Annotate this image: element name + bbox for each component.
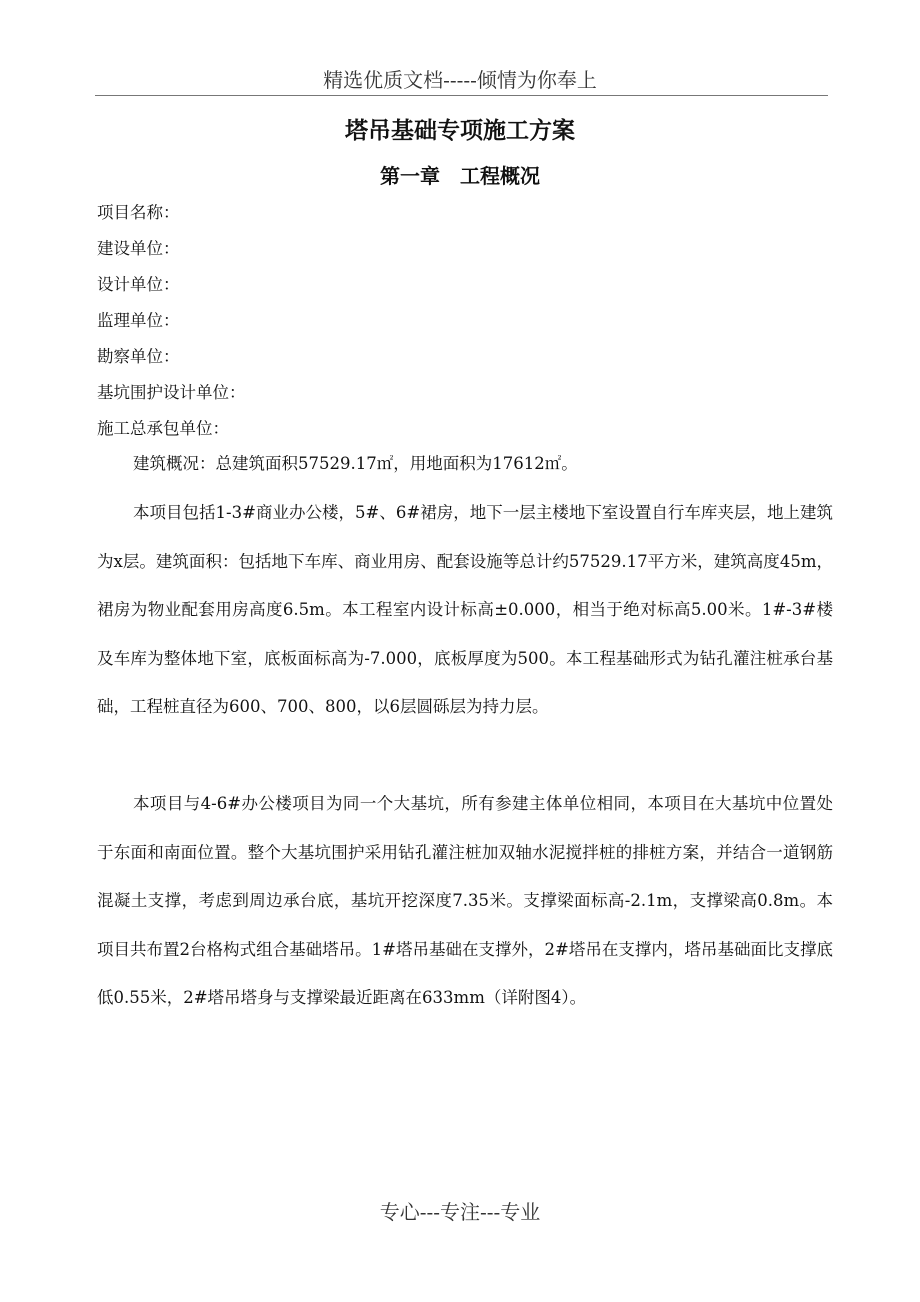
paragraph-project-description: 本项目包括1-3#商业办公楼，5#、6#裙房，地下一层主楼地下室设置自行车库夹层，地上建筑为x层。建筑面积：包括地下车库、商业用房、配套设施等总计约57529.17平方米，建筑高度45m，裙房为物业配套用房高度6.5m。本工程室内设计标高±0.000，相当于绝对标高5.00米。1#-3#楼及车库为整体地下室，底板面标高为-7.000，底板厚度为500。本工程基础形式为钻孔灌注桩承台基础，工程桩直径为600、700、800，以6层圆砾层为持力层。 [97, 503, 833, 716]
paragraph-building-overview: 建筑概况：总建筑面积57529.17㎡，用地面积为17612㎡。 [133, 454, 578, 473]
field-supervision-unit: 监理单位： [97, 311, 180, 330]
field-construction-unit: 建设单位： [97, 239, 180, 258]
header-divider [95, 95, 828, 96]
field-project-name: 项目名称： [97, 203, 180, 222]
paragraph-foundation-pit: 本项目与4-6#办公楼项目为同一个大基坑，所有参建主体单位相同，本项目在大基坑中位置处于东面和南面位置。整个大基坑围护采用钻孔灌注桩加双轴水泥搅拌桩的排桩方案，并结合一道钢筋混凝土支撑，考虑到周边承台底，基坑开挖深度7.35米。支撑梁面标高-2.1m，支撑梁高0.8m。本项目共布置2台格构式组合基础塔吊。1#塔吊基础在支撑外，2#塔吊在支撑内，塔吊基础面比支撑底低0.55米，2#塔吊塔身与支撑梁最近距离在633mm（详附图4）。 [97, 794, 833, 1007]
page-footer: 专心---专注---专业 [379, 1200, 541, 1224]
page-header: 精选优质文档-----倾情为你奉上 [323, 68, 597, 92]
chapter-title: 第一章 工程概况 [380, 164, 540, 188]
project-info-fields [97, 199, 246, 451]
field-pit-support-design-unit: 基坑围护设计单位： [97, 383, 246, 402]
field-design-unit: 设计单位： [97, 275, 180, 294]
document-title: 塔吊基础专项施工方案 [345, 117, 575, 144]
field-general-contractor: 施工总承包单位： [97, 419, 229, 438]
field-survey-unit: 勘察单位： [97, 347, 180, 366]
